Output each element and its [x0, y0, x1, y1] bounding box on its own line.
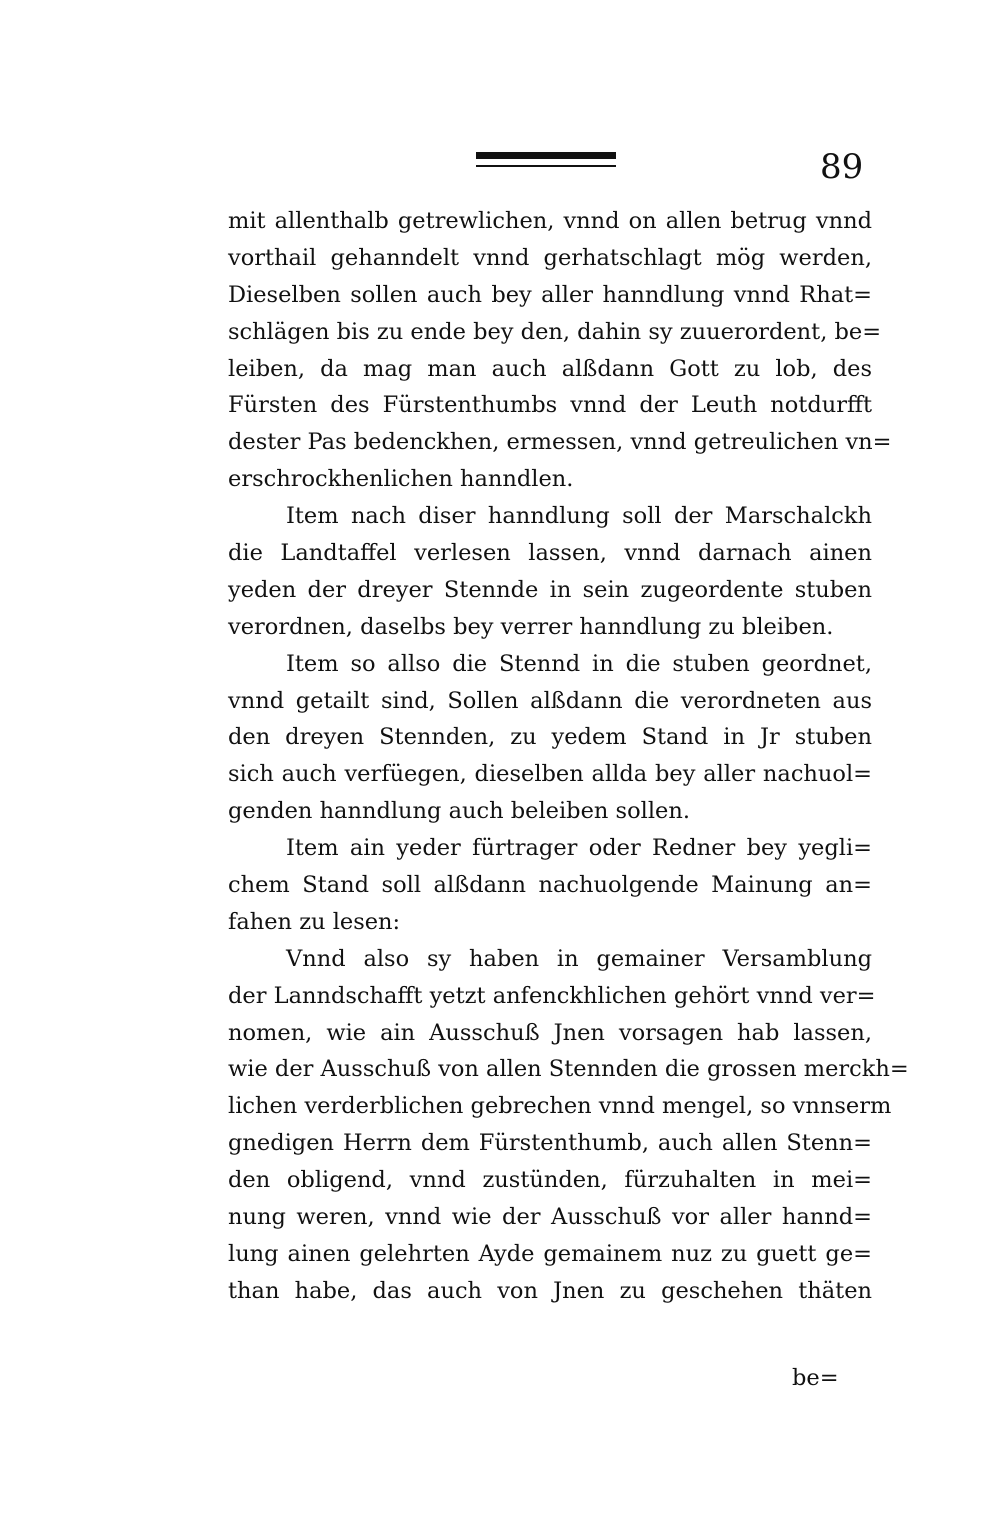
- text-line: schlägen bis zu ende bey den, dahin sy zuuerordent, be=: [228, 318, 882, 345]
- text-line: dester Pas bedenckhen, ermessen, vnnd getreulichen vn=: [228, 429, 892, 456]
- header-rule: [476, 152, 616, 174]
- text-line: gnedigen Herrn dem Fürstenthumb, auch allen Stenn=: [228, 1130, 872, 1157]
- text-line: Dieselben sollen auch bey aller hanndlung vnnd Rhat=: [228, 281, 872, 308]
- text-line: lichen verderblichen gebrechen vnnd mengel, so vnnserm: [228, 1093, 892, 1120]
- text-line: leiben, da mag man auch alßdann Gott zu lob, des: [228, 355, 872, 382]
- text-line: die Landtaffel verlesen lassen, vnnd darnach ainen: [228, 540, 872, 567]
- body-text: [228, 203, 909, 1310]
- text-line: der Lanndschafft yetzt anfenckhlichen gehört vnnd ver=: [228, 982, 876, 1009]
- text-line: Item ain yeder fürtrager oder Redner bey yegli=: [286, 835, 872, 862]
- text-line: nomen, wie ain Ausschuß Jnen vorsagen hab lassen,: [228, 1019, 872, 1046]
- text-line: Item nach diser hanndlung soll der Marschalckh: [286, 503, 872, 530]
- text-line: Fürsten des Fürstenthumbs vnnd der Leuth notdurfft: [228, 392, 872, 419]
- text-line: Item so allso die Stennd in die stuben geordnet,: [286, 650, 872, 677]
- text-line: than habe, das auch von Jnen zu geschehen thäten: [228, 1277, 872, 1304]
- text-line: genden hanndlung auch beleiben sollen.: [228, 798, 690, 825]
- text-line: lung ainen gelehrten Ayde gemainem nuz zu guett ge=: [228, 1240, 872, 1267]
- text-line: Vnnd also sy haben in gemainer Versamblung: [286, 945, 872, 972]
- text-line: den obligend, vnnd zustünden, fürzuhalten in mei=: [228, 1167, 872, 1194]
- header-rule-thick: [476, 152, 616, 159]
- text-line: yeden der dreyer Stennde in sein zugeordente stuben: [228, 576, 872, 603]
- text-line: wie der Ausschuß von allen Stennden die grossen merckh=: [228, 1056, 909, 1083]
- catchword: be=: [792, 1365, 839, 1391]
- text-line: verordnen, daselbs bey verrer hanndlung zu bleiben.: [228, 613, 834, 640]
- text-line: vnnd getailt sind, Sollen alßdann die verordneten aus: [228, 687, 872, 714]
- text-line: den dreyen Stennden, zu yedem Stand in Jr stuben: [228, 724, 872, 751]
- page-number: 89: [820, 147, 864, 187]
- text-line: fahen zu lesen:: [228, 908, 401, 935]
- text-line: erschrockhenlichen hanndlen.: [228, 466, 574, 493]
- text-line: vorthail gehanndelt vnnd gerhatschlagt mög werden,: [228, 244, 872, 271]
- text-line: mit allenthalb getrewlichen, vnnd on allen betrug vnnd: [228, 208, 872, 234]
- header-rule-thin: [476, 165, 616, 167]
- text-line: nung weren, vnnd wie der Ausschuß vor aller hannd=: [228, 1204, 872, 1231]
- text-line: sich auch verfüegen, dieselben allda bey aller nachuol=: [228, 761, 872, 788]
- text-line: chem Stand soll alßdann nachuolgende Mainung an=: [228, 872, 872, 899]
